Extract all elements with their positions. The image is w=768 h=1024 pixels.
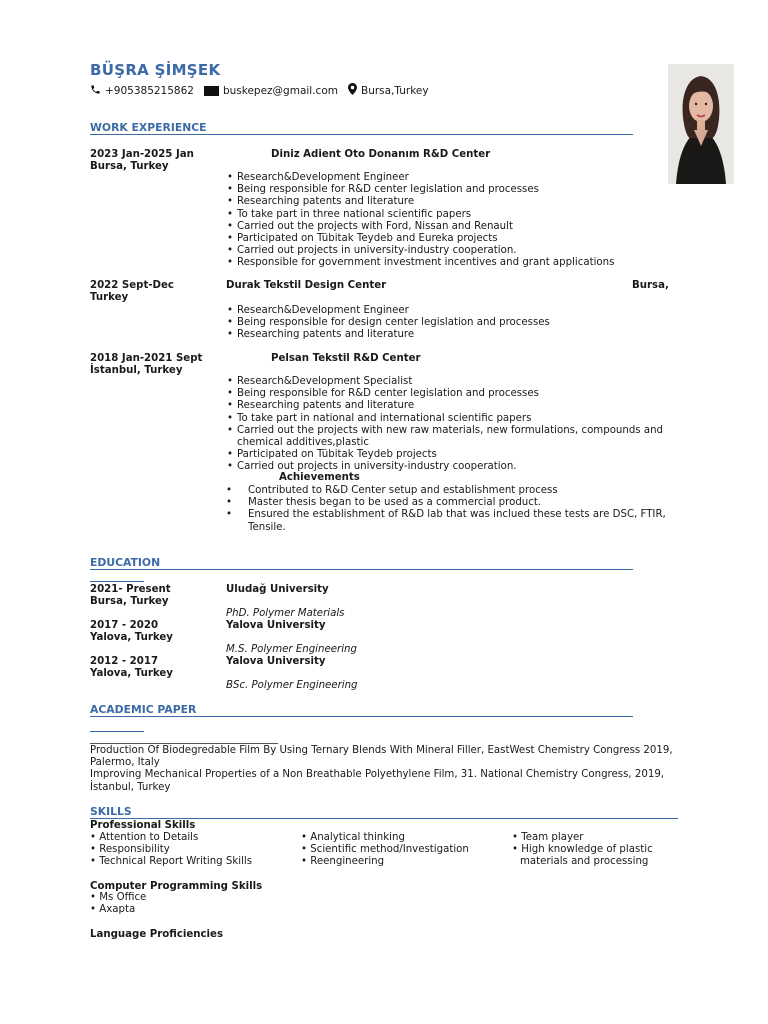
list-item: • Researching patents and literature (226, 400, 666, 412)
edu1-date: 2021- Present (90, 584, 171, 595)
list-item: • Axapta (90, 904, 136, 916)
list-item: • Being responsible for design center legislation and processes (226, 317, 676, 329)
location-pin-icon (348, 83, 357, 98)
paper-item: Improving Mechanical Properties of a Non Breathable Polyethylene Film, 31. National Chemistry Congress, 2019, İstanbul, Turkey (90, 769, 665, 793)
list-item: • Being responsible for R&D center legislation and processes (226, 184, 676, 196)
section-divider (90, 134, 633, 135)
list-item: • Responsible for government investment incentives and grant applications (226, 257, 676, 269)
section-divider (90, 716, 633, 717)
job2-bullets (226, 305, 676, 342)
edu1-dates (90, 584, 171, 608)
list-item: • Technical Report Writing Skills (90, 856, 253, 868)
achievements-heading: Achievements (279, 472, 360, 483)
job2-place: Turkey (90, 292, 129, 304)
job2-dates (90, 280, 174, 304)
skills-column-1 (90, 832, 252, 869)
list-item: materials and processing (520, 856, 649, 868)
section-divider (90, 569, 633, 570)
edu3-date: 2012 - 2017 (90, 656, 159, 667)
list-item: • Carried out the projects with new raw materials, new formulations, compounds and chemical additives,plastic (226, 425, 666, 449)
contact-line (90, 83, 429, 98)
programming-skills-list (90, 892, 146, 916)
list-item: • Scientific method/Investigation (301, 844, 469, 856)
programming-skills-heading: Computer Programming Skills (90, 881, 263, 892)
skills-column-3 (512, 832, 653, 869)
list-item: • Research&Development Engineer (226, 305, 676, 317)
skills-heading: SKILLS (90, 805, 132, 818)
list-item: • High knowledge of plastic (512, 844, 653, 856)
job1-company: Diniz Adient Oto Donanım R&D Center (271, 149, 491, 160)
list-item: • Researching patents and literature (226, 329, 676, 341)
job2-date-range: 2022 Sept-Dec (90, 280, 174, 291)
edu3-degree: BSc. Polymer Engineering (226, 680, 358, 691)
job3-date-range: 2018 Jan-2021 Sept (90, 353, 203, 364)
list-item: • Team player (512, 832, 584, 843)
edu2-dates (90, 620, 173, 644)
edu1-place: Bursa, Turkey (90, 596, 169, 608)
work-experience-heading: WORK EXPERIENCE (90, 121, 207, 134)
skills-column-2 (301, 832, 469, 869)
edu3-place: Yalova, Turkey (90, 668, 173, 680)
list-item: • Ms Office (90, 892, 147, 903)
list-item: • Attention to Details (90, 832, 199, 843)
email-address[interactable]: buskepez@gmail.com (222, 84, 338, 97)
job3-dates (90, 353, 202, 377)
list-item: • Carried out the projects with Ford, Nissan and Renault (226, 221, 676, 233)
list-item: • Research&Development Engineer (226, 172, 676, 184)
edu3-school: Yalova University (226, 656, 326, 667)
phone-icon (90, 84, 101, 98)
job1-place: Bursa, Turkey (90, 161, 169, 173)
list-item: • Participated on Tübitak Teydeb projects (226, 449, 666, 461)
list-item: • Research&Development Specialist (226, 376, 666, 388)
job1-date-range: 2023 Jan-2025 Jan (90, 149, 194, 160)
section-divider (90, 818, 678, 819)
edu1-degree: PhD. Polymer Materials (226, 608, 345, 619)
list-item: • Analytical thinking (301, 832, 405, 843)
list-item: • Being responsible for R&D center legislation and processes (226, 388, 666, 400)
paper-item: Production Of Biodegredable Film By Using Ternary Blends With Mineral Filler, EastWest Chemistry Congress 2019, Palermo, Italy (90, 745, 673, 769)
edu1-school: Uludağ University (226, 584, 329, 595)
academic-paper-heading: ACADEMIC PAPER (90, 703, 197, 716)
achievements-list (226, 485, 666, 534)
edu2-date: 2017 - 2020 (90, 620, 159, 631)
list-item: • Carried out projects in university-industry cooperation. (226, 461, 666, 473)
language-proficiencies-heading: Language Proficiencies (90, 929, 224, 940)
list-item: • Master thesis began to be used as a commercial product. (226, 497, 666, 509)
list-item: • Reengineering (301, 856, 385, 868)
candidate-name: BÜŞRA ŞİMŞEK (90, 61, 221, 79)
job3-bullets (226, 376, 666, 474)
list-item: • Participated on Tübitak Teydeb and Eureka projects (226, 233, 676, 245)
job2-city: Bursa, (632, 280, 669, 291)
list-item: • Contributed to R&D Center setup and establishment process (226, 485, 666, 497)
list-item: • Responsibility (90, 844, 170, 856)
email-icon (204, 86, 219, 96)
list-item: • Ensured the establishment of R&D lab that was inclued these tests are DSC, FTIR, Tensile. (226, 509, 666, 533)
education-heading: EDUCATION (90, 556, 161, 569)
section-underline (90, 581, 144, 582)
edu2-degree: M.S. Polymer Engineering (226, 644, 357, 655)
section-underline (90, 731, 144, 732)
papers-list (90, 745, 680, 794)
job1-bullets (226, 172, 676, 270)
profile-photo (668, 64, 734, 184)
edu2-school: Yalova University (226, 620, 326, 631)
location: Bursa,Turkey (361, 84, 429, 97)
job2-company: Durak Tekstil Design Center (226, 280, 387, 291)
professional-skills-heading: Professional Skills (90, 820, 196, 831)
job3-company: Pelsan Tekstil R&D Center (271, 353, 421, 364)
job3-place: İstanbul, Turkey (90, 365, 183, 377)
phone-number: +905385215862 (105, 84, 194, 97)
job1-dates (90, 149, 194, 173)
edu3-dates (90, 656, 173, 680)
list-item: • To take part in national and international scientific papers (226, 413, 666, 425)
list-item: • Researching patents and literature (226, 196, 676, 208)
list-item: • To take part in three national scientific papers (226, 209, 676, 221)
list-item: • Carried out projects in university-industry cooperation. (226, 245, 676, 257)
edu2-place: Yalova, Turkey (90, 632, 173, 644)
paper-rule (90, 743, 278, 744)
